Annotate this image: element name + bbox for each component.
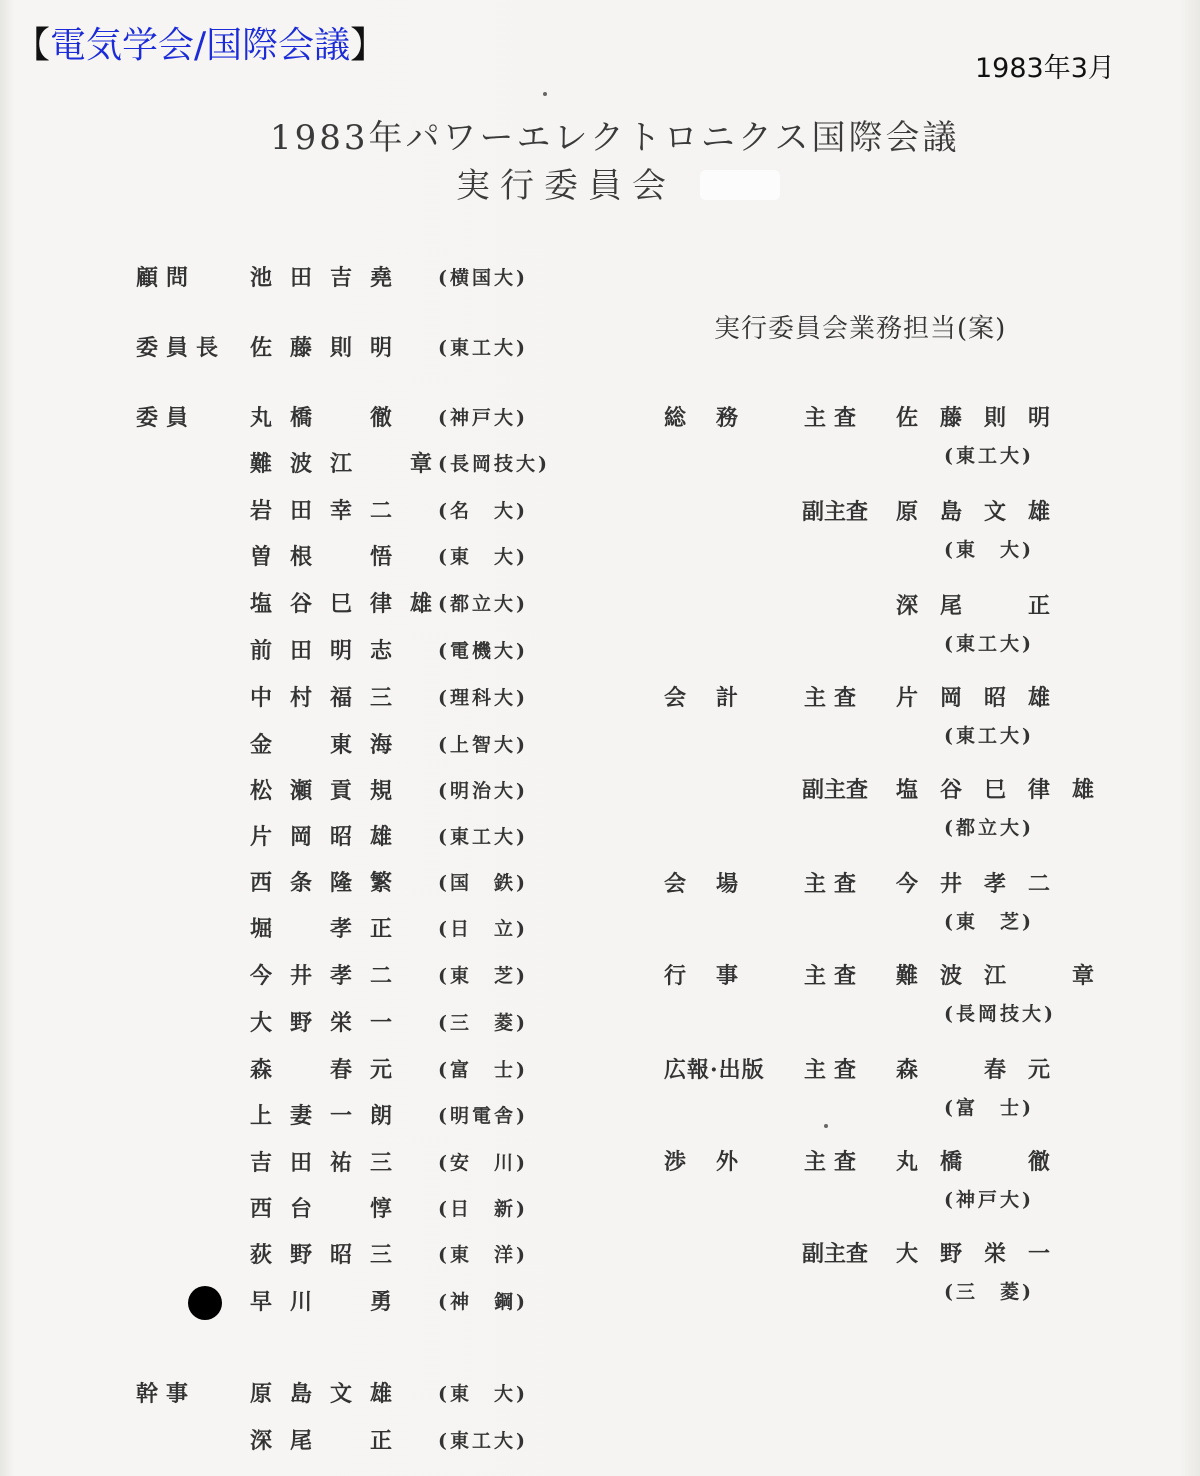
header-tag [14,26,386,66]
assignment-affiliation: (東 大) [944,539,1034,561]
assignment-name: 原島文雄 [896,499,1073,525]
member-affiliation: (三 菱) [438,1012,528,1034]
member-role: 委員長 [136,335,227,361]
member-affiliation: (名 大) [438,500,528,522]
assignment-position: 副主査 [802,499,869,525]
member-role: 顧問 [136,265,197,291]
member-affiliation: (神戸大) [438,407,528,429]
member-name: 西台 惇 [250,1196,411,1222]
member-role: 委員 [136,405,197,431]
member-role: 幹事 [136,1381,197,1407]
assignment-dept: 渉外 [664,1149,769,1175]
assignment-position: 主査 [804,1057,865,1083]
assignment-name: 塩谷巳律雄 [896,777,1117,803]
member-name: 岩田幸二 [250,498,411,524]
assignment-dept: 会計 [664,685,769,711]
member-affiliation: (明電舎) [438,1105,528,1127]
assignment-position: 主査 [804,405,865,431]
member-name: 曽根 悟 [250,544,411,570]
member-name: 中村福三 [250,685,411,711]
member-name: 原島文雄 [250,1381,411,1407]
assignment-affiliation: (東工大) [944,633,1034,655]
assignment-name: 深尾 正 [896,593,1073,619]
member-name: 堀 孝正 [250,916,411,942]
member-name: 早川 勇 [250,1289,411,1315]
assignment-position: 主査 [804,1149,865,1175]
speck-mark [824,1124,828,1128]
member-name: 今井孝二 [250,963,411,989]
assignment-affiliation: (東工大) [944,445,1034,467]
member-name: 上妻一朗 [250,1103,411,1129]
member-affiliation: (東 洋) [438,1244,528,1266]
member-name: 森 春元 [250,1057,411,1083]
member-affiliation: (東工大) [438,337,528,359]
assignments-title: 実行委員会業務担当(案) [714,314,1007,344]
member-name: 難波江 章 [250,451,451,477]
member-affiliation: (理科大) [438,687,528,709]
member-affiliation: (東 芝) [438,965,528,987]
member-name: 佐藤則明 [250,335,411,361]
member-affiliation: (東 大) [438,1383,528,1405]
document-title: 1983年パワーエレクトロニクス国際会議 [270,118,960,158]
member-name: 西条隆繁 [250,870,411,896]
member-name: 前田明志 [250,638,411,664]
member-affiliation: (東工大) [438,826,528,848]
member-affiliation: (東工大) [438,1430,528,1452]
document-subtitle: 実行委員会 [456,166,676,206]
assignment-position: 主査 [804,871,865,897]
assignment-affiliation: (神戸大) [944,1189,1034,1211]
smudge-mark [700,170,780,200]
member-name: 丸橋 徹 [250,405,411,431]
member-affiliation: (富 士) [438,1059,528,1081]
member-name: 金 東海 [250,732,411,758]
member-affiliation: (上智大) [438,734,528,756]
assignment-name: 丸橋 徹 [896,1149,1073,1175]
assignment-affiliation: (都立大) [944,817,1034,839]
assignment-name: 片岡昭雄 [896,685,1073,711]
member-affiliation: (長岡技大) [438,453,550,475]
member-name: 松瀬貢規 [250,778,411,804]
assignment-affiliation: (東工大) [944,725,1034,747]
bullet-dot-icon [188,1286,222,1320]
member-affiliation: (都立大) [438,593,528,615]
member-affiliation: (横国大) [438,267,528,289]
member-name: 荻野昭三 [250,1242,411,1268]
assignment-affiliation: (長岡技大) [944,1003,1056,1025]
member-name: 深尾 正 [250,1428,411,1454]
member-affiliation: (明治大) [438,780,528,802]
member-affiliation: (電機大) [438,640,528,662]
assignment-name: 佐藤則明 [896,405,1073,431]
header-tag-text: 電気学会/国際会議 [50,25,351,66]
assignment-dept: 広報·出版 [664,1057,765,1083]
member-affiliation: (東 大) [438,546,528,568]
member-name: 吉田祐三 [250,1150,411,1176]
assignment-dept: 総務 [664,405,769,431]
member-affiliation: (日 新) [438,1198,528,1220]
assignment-affiliation: (東 芝) [944,911,1034,933]
assignment-position: 副主査 [802,777,869,803]
bracket-close: 】 [350,25,387,66]
member-name: 池田吉堯 [250,265,411,291]
member-name: 塩谷巳律雄 [250,591,451,617]
assignment-name: 大野栄一 [896,1241,1073,1267]
assignment-dept: 行事 [664,963,769,989]
bracket-open: 【 [14,25,51,66]
member-affiliation: (神 鋼) [438,1291,528,1313]
assignment-name: 森 春元 [896,1057,1073,1083]
member-affiliation: (日 立) [438,918,528,940]
assignment-name: 今井孝二 [896,871,1073,897]
assignment-position: 主査 [804,685,865,711]
member-name: 大野栄一 [250,1010,411,1036]
document-date: 1983年3月 [975,53,1115,84]
assignment-dept: 会場 [664,871,769,897]
speck-mark [543,92,547,96]
assignment-affiliation: (富 士) [944,1097,1034,1119]
member-affiliation: (安 川) [438,1152,528,1174]
assignment-position: 主査 [804,963,865,989]
assignment-position: 副主査 [802,1241,869,1267]
assignment-affiliation: (三 菱) [944,1281,1034,1303]
member-affiliation: (国 鉄) [438,872,528,894]
member-name: 片岡昭雄 [250,824,411,850]
assignment-name: 難波江 章 [896,963,1117,989]
